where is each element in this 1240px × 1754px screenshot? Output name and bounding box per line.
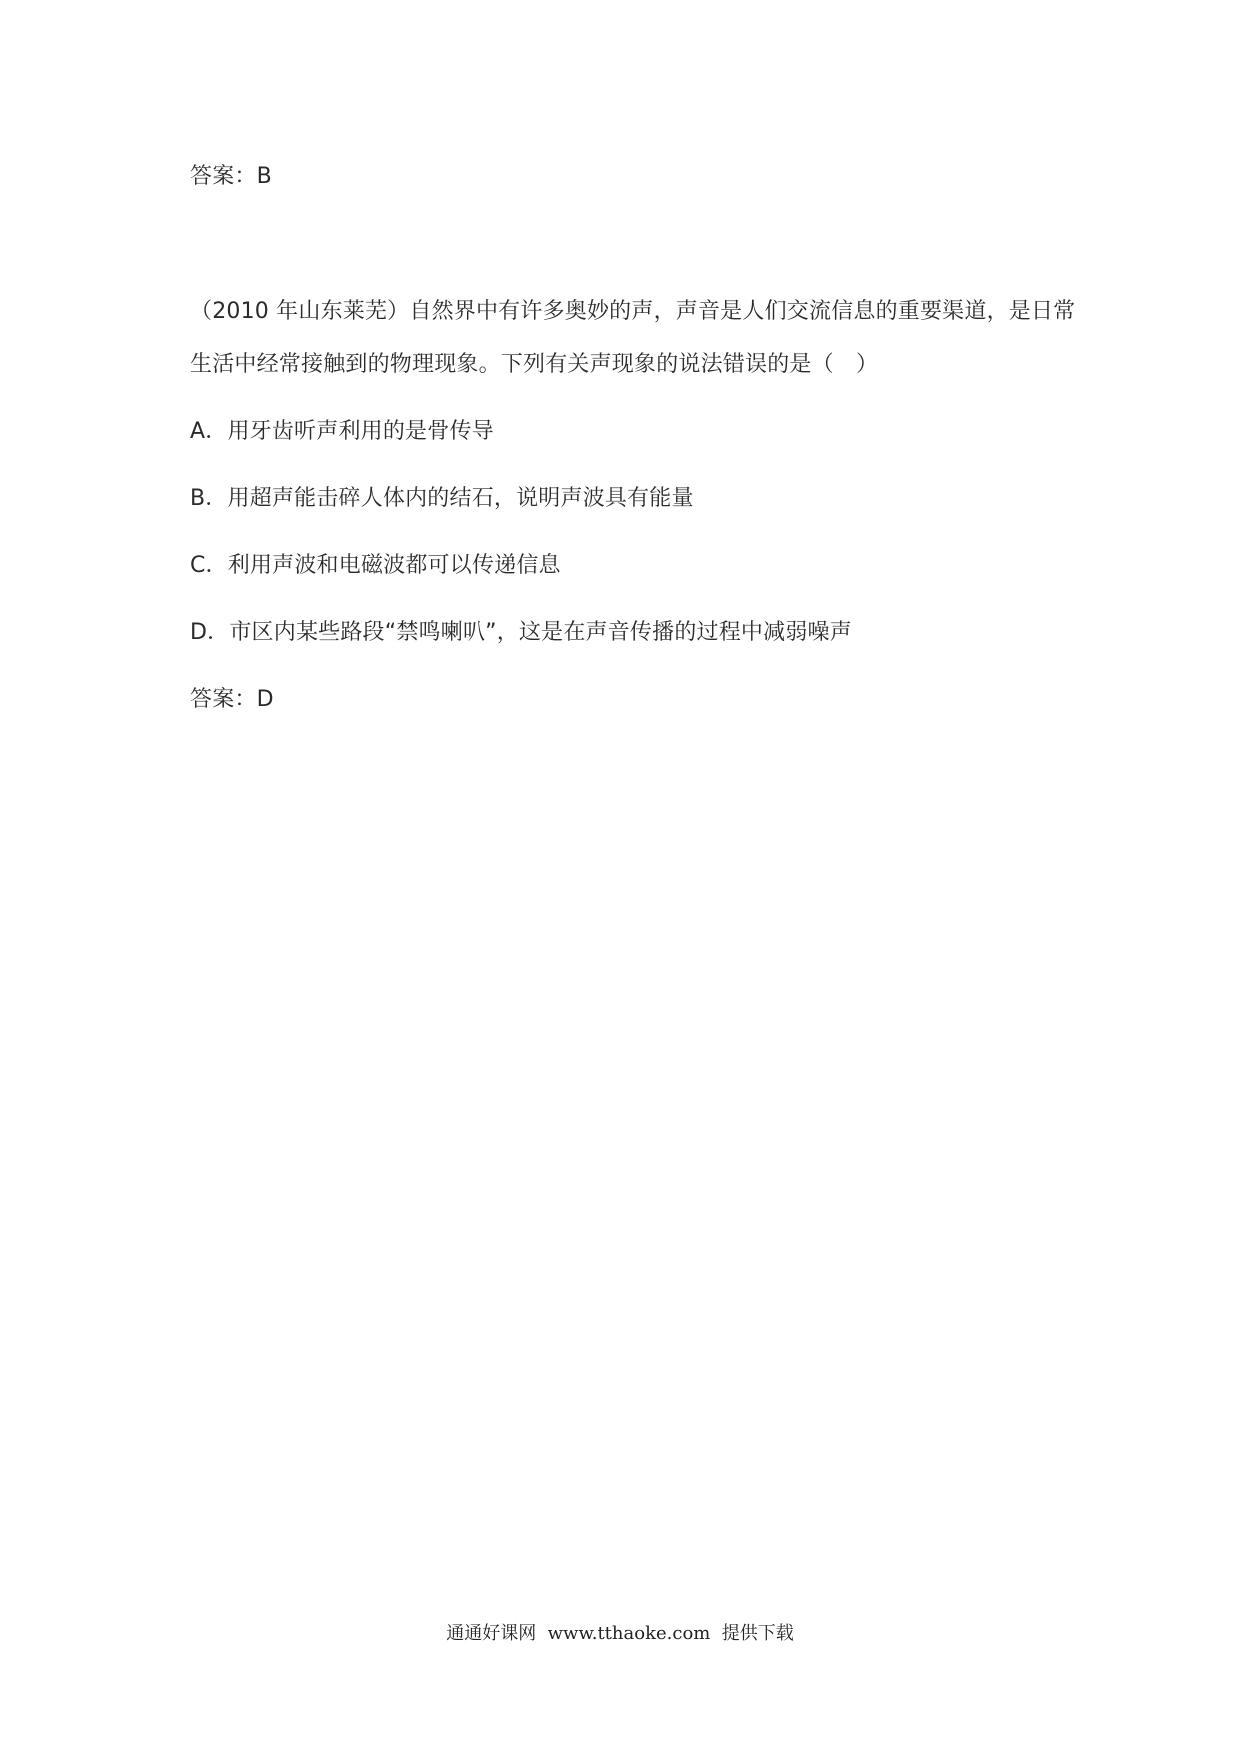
question-stem-line-1: （2010 年山东莱芜）自然界中有许多奥妙的声，声音是人们交流信息的重要渠道，是日常 [190,299,1076,324]
question-answer: 答案：D [190,687,274,712]
option-c: C．利用声波和电磁波都可以传递信息 [190,553,561,578]
question-stem-line-2: 生活中经常接触到的物理现象。下列有关声现象的说法错误的是（ ） [190,352,879,377]
page-footer: 通通好课网 www.tthaoke.com 提供下载 [446,1623,794,1644]
option-b: B．用超声能击碎人体内的结石，说明声波具有能量 [190,486,694,511]
previous-answer: 答案：B [190,164,272,189]
option-a: A．用牙齿听声利用的是骨传导 [190,419,494,444]
option-d: D．市区内某些路段“禁鸣喇叭”，这是在声音传播的过程中减弱噪声 [190,620,852,645]
